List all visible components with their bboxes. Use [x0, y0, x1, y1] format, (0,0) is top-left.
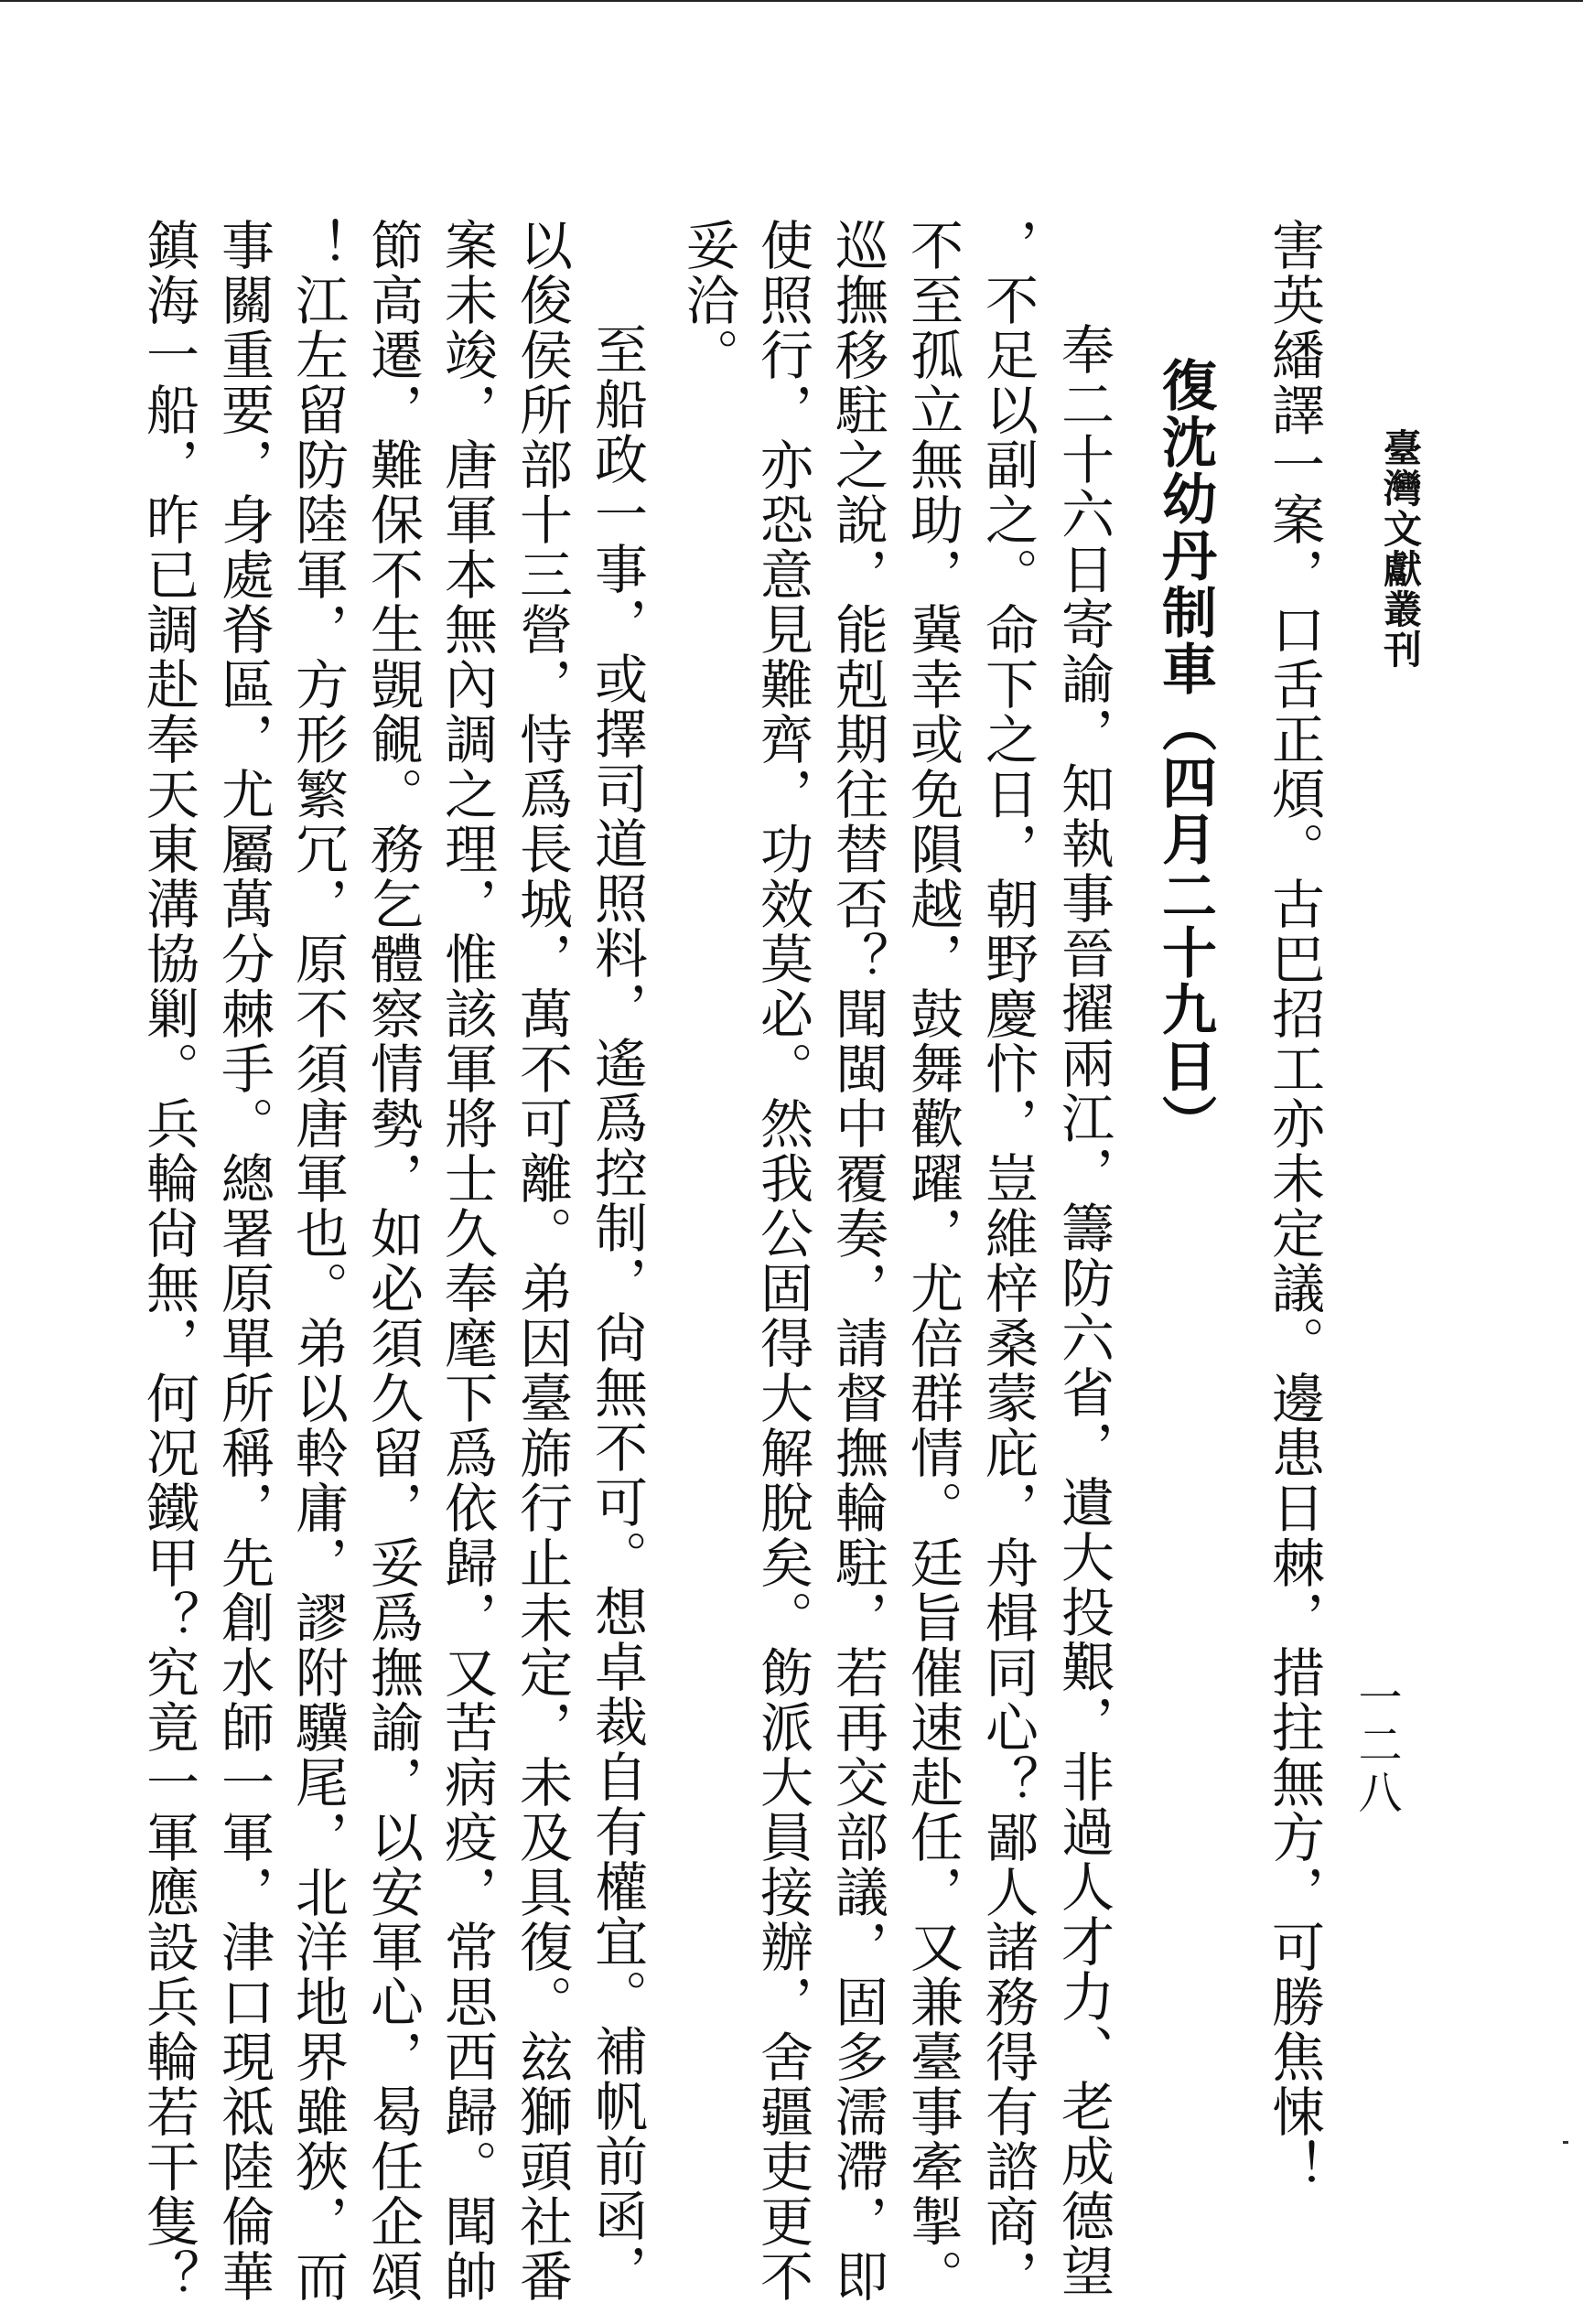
page-number: 一二八 [1351, 1674, 1402, 1817]
text-column-3: ，不足以副之。命下之日，朝野慶忭，豈維梓桑蒙庇，舟楫同心？鄙人諸務得有諮商， [976, 218, 1039, 2304]
text-column-4: 不至孤立無助，冀幸或免隕越，鼓舞歡躍，尤倍群情。廷旨催速赴任，又兼臺事牽掣。 [901, 218, 964, 2304]
text-column-12: ！江左留防陸軍，方形繁冗，原不須唐軍也。弟以軨庸，謬附驥尾，北洋地界雖狹，而 [286, 218, 349, 2304]
text-column-14: 鎮海一船，昨已調赴奉天東溝協剿。兵輪尙無，何况鐵甲？究竟一軍應設兵輪若干隻？ [137, 218, 199, 2304]
scan-speck [1563, 2141, 1568, 2144]
running-header-title: 臺灣文獻叢刊 [1378, 428, 1423, 670]
letter-heading: 復沈幼丹制車（四月二十九日） [1153, 357, 1217, 1151]
text-column-6: 使照行，亦恐意見難齊，功效莫必。然我公固得大解脫矣。飭派大員接辦，舍疆吏更不 [751, 218, 813, 2304]
text-column-8: 至船政一事，或擇司道照料，遙爲控制，尙無不可。想卓裁自有權宜。補帆前函， [586, 322, 648, 2298]
text-column-9: 以俊侯所部十三營，恃爲長城，萬不可離。弟因臺旆行止未定，未及具復。玆獅頭社番 [511, 218, 573, 2304]
text-column-5: 巡撫移駐之說，能剋期往替否？聞閩中覆奏，請督撫輪駐，若再交部議，固多濡滯，即 [826, 218, 888, 2304]
text-column-11: 節高遷，難保不生覬覦。務乞體察情勢，如必須久留，妥爲撫諭，以安軍心，曷任企頌 [361, 218, 424, 2304]
text-column-10: 案未竣，唐軍本無內調之理，惟該軍將士久奉麾下爲依歸，又苦病疫，常思西歸。聞帥 [436, 218, 498, 2304]
text-column-2: 奉二十六日寄諭，知執事晉擢兩江，籌防六省，遺大投艱，非過人才力、老成德望 [1052, 322, 1115, 2298]
text-column-7: 妥洽。 [677, 218, 739, 382]
text-column-1: 害英繙譯一案，口舌正煩。古巴招工亦未定議。邊患日棘，措拄無方，可勝焦悚！ [1263, 218, 1325, 2194]
top-border-rule [0, 0, 1583, 2]
text-column-13: 事關重要，身處脊區，尤屬萬分棘手。總署原單所稱，先創水師一軍，津口現祗陸倫華 [212, 218, 275, 2304]
